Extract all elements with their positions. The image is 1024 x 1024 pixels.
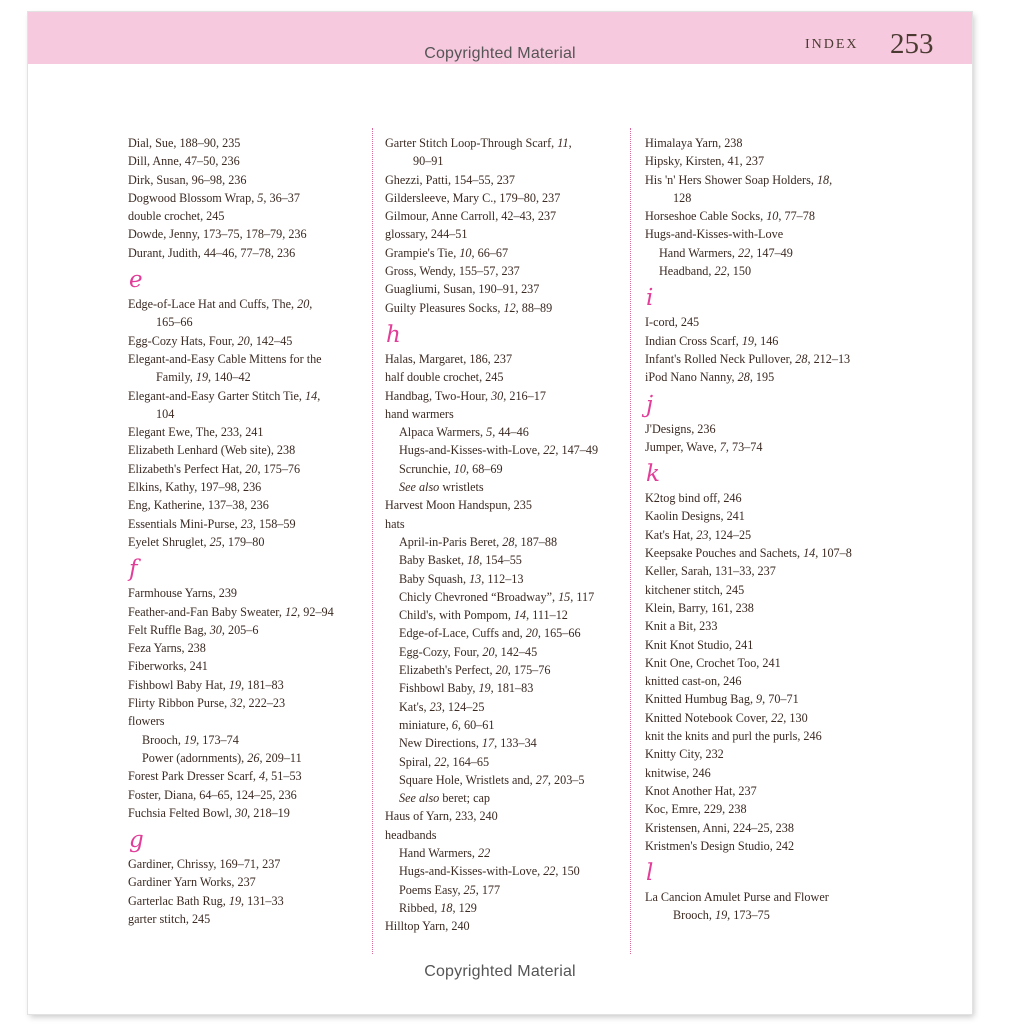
index-entry: Koc, Emre, 229, 238: [645, 802, 747, 817]
index-entry: Elkins, Kathy, 197–98, 236: [128, 480, 262, 495]
index-entry: Hugs-and-Kisses-with-Love: [645, 227, 784, 242]
section-letter: i: [646, 285, 654, 312]
copyright-watermark-top: Copyrighted Material: [424, 45, 576, 62]
index-entry: Hand Warmers, 22, 147–49: [659, 245, 793, 260]
index-entry: Knit Knot Studio, 241: [645, 637, 754, 652]
index-entry: Ghezzi, Patti, 154–55, 237: [385, 172, 515, 187]
index-entry: His 'n' Hers Shower Soap Holders, 18,: [645, 172, 833, 187]
index-entry: Scrunchie, 10, 68–69: [399, 461, 503, 476]
index-entry: Handbag, Two-Hour, 30, 216–17: [385, 388, 546, 403]
index-entry: Halas, Margaret, 186, 237: [385, 351, 513, 366]
index-entry: Gildersleeve, Mary C., 179–80, 237: [385, 190, 561, 205]
index-entry: 165–66: [156, 315, 193, 330]
index-entry: double crochet, 245: [128, 209, 225, 224]
index-entry: Garter Stitch Loop-Through Scarf, 11,: [385, 136, 572, 150]
index-column-2: [385, 134, 630, 935]
index-entry: Gardiner, Chrissy, 169–71, 237: [128, 857, 281, 872]
index-entry: garter stitch, 245: [128, 911, 211, 926]
index-entry: Garterlac Bath Rug, 19, 131–33: [128, 893, 284, 908]
index-entry: Poems Easy, 25, 177: [399, 882, 501, 897]
index-entry: K2tog bind off, 246: [645, 491, 742, 506]
index-entry: J'Designs, 236: [645, 421, 716, 436]
index-entry: Farmhouse Yarns, 239: [128, 586, 238, 601]
index-entry: Ribbed, 18, 129: [399, 900, 477, 915]
copyright-watermark-bottom: Copyrighted Material: [424, 963, 576, 980]
index-entry: Family, 19, 140–42: [156, 370, 251, 385]
index-column-1: [128, 134, 368, 928]
index-column-3: [645, 134, 900, 925]
index-entry: iPod Nano Nanny, 28, 195: [645, 370, 775, 385]
index-entry: half double crochet, 245: [385, 370, 504, 385]
index-entry: Feather-and-Fan Baby Sweater, 12, 92–94: [128, 604, 334, 619]
index-entry: Elizabeth's Perfect, 20, 175–76: [399, 663, 551, 678]
index-entry: Dogwood Blossom Wrap, 5, 36–37: [128, 190, 300, 205]
index-entry: Klein, Barry, 161, 238: [645, 600, 754, 615]
index-entry: Himalaya Yarn, 238: [645, 136, 743, 150]
section-letter: e: [129, 267, 143, 294]
index-entry: Fishbowl Baby Hat, 19, 181–83: [128, 677, 284, 692]
index-entry: Kat's, 23, 124–25: [399, 699, 485, 714]
index-entry: Headband, 22, 150: [659, 264, 752, 279]
page-number: 253: [890, 28, 934, 60]
index-entry: Knitted Humbug Bag, 9, 70–71: [645, 692, 799, 707]
index-entry: Kaolin Designs, 241: [645, 509, 745, 524]
index-entry: Egg-Cozy, Four, 20, 142–45: [399, 644, 538, 659]
index-entry: Power (adornments), 26, 209–11: [142, 750, 302, 765]
index-entry: Fishbowl Baby, 19, 181–83: [399, 681, 534, 696]
index-entry: Dial, Sue, 188–90, 235: [128, 136, 241, 150]
index-entry: Square Hole, Wristlets and, 27, 203–5: [399, 772, 585, 787]
index-entry: Foster, Diana, 64–65, 124–25, 236: [128, 787, 297, 802]
index-entry: Kristensen, Anni, 224–25, 238: [645, 820, 794, 835]
index-entry: Elegant-and-Easy Garter Stitch Tie, 14,: [128, 388, 321, 403]
index-entry: I-cord, 245: [645, 315, 700, 330]
index-entry: Knitted Notebook Cover, 22, 130: [645, 710, 808, 725]
index-entry: flowers: [128, 714, 165, 729]
index-entry: See also beret; cap: [399, 791, 491, 806]
index-entry: Edge-of-Lace, Cuffs and, 20, 165–66: [399, 626, 581, 641]
index-entry: Kat's Hat, 23, 124–25: [645, 527, 752, 542]
index-entry: Elizabeth's Perfect Hat, 20, 175–76: [128, 461, 301, 476]
index-entry: Infant's Rolled Neck Pullover, 28, 212–13: [645, 351, 851, 366]
index-entry: Guilty Pleasures Socks, 12, 88–89: [385, 300, 553, 315]
index-entry: Fuchsia Felted Bowl, 30, 218–19: [128, 805, 290, 820]
index-entry: Chicly Chevroned “Broadway”, 15, 117: [399, 589, 595, 604]
index-entry: See also wristlets: [399, 480, 484, 495]
index-entry: Elegant-and-Easy Cable Mittens for the: [128, 351, 322, 366]
column-divider: [630, 128, 631, 954]
index-entry: Alpaca Warmers, 5, 44–46: [399, 425, 529, 440]
index-entry: Knitty City, 232: [645, 747, 724, 762]
index-entry: Gardiner Yarn Works, 237: [128, 875, 256, 890]
index-entry: knit the knits and purl the purls, 246: [645, 729, 822, 744]
index-entry: Baby Squash, 13, 112–13: [399, 571, 524, 586]
index-entry: glossary, 244–51: [385, 227, 468, 242]
index-entry: Horseshoe Cable Socks, 10, 77–78: [645, 209, 815, 224]
index-entry: Gross, Wendy, 155–57, 237: [385, 264, 520, 279]
index-entry: Harvest Moon Handspun, 235: [385, 498, 532, 513]
index-entry: New Directions, 17, 133–34: [399, 736, 537, 751]
section-title: INDEX: [805, 37, 859, 52]
index-entry: kitchener stitch, 245: [645, 582, 745, 597]
index-entry: Fiberworks, 241: [128, 659, 208, 674]
index-entry: headbands: [385, 827, 437, 842]
index-entry: Knot Another Hat, 237: [645, 783, 757, 798]
index-entry: Hugs-and-Kisses-with-Love, 22, 147–49: [399, 443, 599, 458]
index-entry: Essentials Mini-Purse, 23, 158–59: [128, 516, 296, 531]
index-entry: La Cancion Amulet Purse and Flower: [645, 890, 829, 905]
index-entry: Egg-Cozy Hats, Four, 20, 142–45: [128, 333, 293, 348]
section-letter: h: [386, 321, 401, 348]
index-entry: knitted cast-on, 246: [645, 674, 742, 689]
index-entry: Keller, Sarah, 131–33, 237: [645, 564, 776, 579]
index-entry: 104: [156, 406, 175, 421]
index-entry: Hipsky, Kirsten, 41, 237: [645, 154, 765, 169]
index-entry: Jumper, Wave, 7, 73–74: [645, 439, 763, 454]
section-letter: k: [646, 461, 660, 488]
index-entry: miniature, 6, 60–61: [399, 717, 495, 732]
section-letter: f: [129, 556, 138, 583]
index-entry: Flirty Ribbon Purse, 32, 222–23: [128, 696, 286, 711]
index-entry: hand warmers: [385, 406, 454, 421]
index-entry: Spiral, 22, 164–65: [399, 754, 490, 769]
index-entry: Felt Ruffle Bag, 30, 205–6: [128, 622, 259, 637]
index-entry: Knit a Bit, 233: [645, 619, 718, 634]
index-entry: Baby Basket, 18, 154–55: [399, 553, 522, 568]
index-entry: Forest Park Dresser Scarf, 4, 51–53: [128, 769, 302, 784]
index-page: [28, 12, 972, 1014]
index-entry: knitwise, 246: [645, 765, 711, 780]
index-entry: Elegant Ewe, The, 233, 241: [128, 425, 264, 440]
index-entry: Dowde, Jenny, 173–75, 178–79, 236: [128, 227, 307, 242]
section-letter: j: [646, 391, 654, 418]
index-entry: Feza Yarns, 238: [128, 641, 206, 656]
index-entry: Eng, Katherine, 137–38, 236: [128, 498, 269, 513]
section-letter: g: [129, 827, 144, 854]
index-entry: Hugs-and-Kisses-with-Love, 22, 150: [399, 864, 580, 879]
index-entry: Indian Cross Scarf, 19, 146: [645, 333, 779, 348]
column-divider: [372, 128, 373, 954]
index-entry: Gilmour, Anne Carroll, 42–43, 237: [385, 209, 557, 224]
index-entry: hats: [385, 516, 405, 531]
index-entry: 90–91: [413, 154, 444, 169]
index-entry: Haus of Yarn, 233, 240: [385, 809, 498, 824]
index-entry: Keepsake Pouches and Sachets, 14, 107–8: [645, 546, 852, 561]
index-entry: Elizabeth Lenhard (Web site), 238: [128, 443, 296, 458]
index-entry: Dirk, Susan, 96–98, 236: [128, 172, 247, 187]
section-letter: l: [646, 860, 654, 887]
index-entry: April-in-Paris Beret, 28, 187–88: [399, 534, 558, 549]
index-entry: Knit One, Crochet Too, 241: [645, 655, 781, 670]
index-entry: 128: [673, 190, 692, 205]
index-entry: Durant, Judith, 44–46, 77–78, 236: [128, 245, 296, 260]
index-entry: Brooch, 19, 173–74: [142, 732, 239, 747]
index-entry: Hilltop Yarn, 240: [385, 919, 470, 934]
index-entry: Hand Warmers, 22: [399, 845, 491, 860]
index-entry: Dill, Anne, 47–50, 236: [128, 154, 240, 169]
index-entry: Guagliumi, Susan, 190–91, 237: [385, 282, 540, 297]
index-entry: Eyelet Shruglet, 25, 179–80: [128, 534, 265, 549]
index-entry: Kristmen's Design Studio, 242: [645, 838, 795, 853]
index-entry: Edge-of-Lace Hat and Cuffs, The, 20,: [128, 297, 313, 312]
index-entry: Child's, with Pompom, 14, 111–12: [399, 608, 568, 623]
index-entry: Grampie's Tie, 10, 66–67: [385, 245, 509, 260]
index-entry: Brooch, 19, 173–75: [673, 908, 770, 923]
